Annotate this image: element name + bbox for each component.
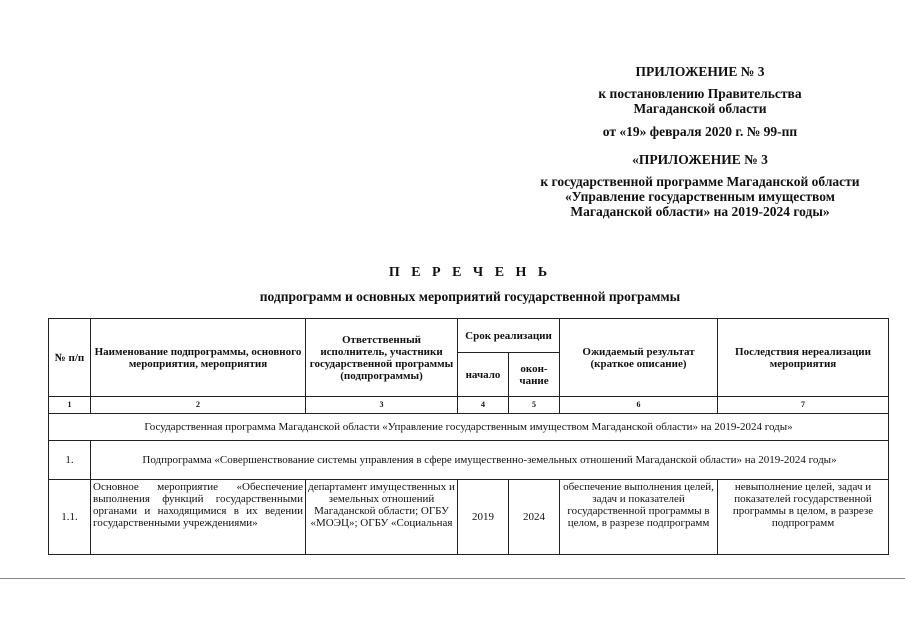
subprogram-row [49, 441, 889, 480]
col-number: 5 [509, 397, 560, 414]
col-number: 3 [306, 397, 458, 414]
header-period: Срок реализации [458, 319, 560, 353]
appendix-title: ПРИЛОЖЕНИЕ № 3 [635, 64, 765, 79]
measures-table [48, 318, 889, 555]
event-end: 2024 [509, 480, 560, 555]
header-consequence: Последствия нереализации мероприятия [718, 319, 889, 397]
resolution-date: от «19» февраля 2020 г. № 99-пп [602, 124, 798, 139]
page-edge-line [0, 578, 905, 579]
subprogram-num: 1. [49, 441, 91, 480]
program-name: Государственная программа Магаданской области «Управление государственным имуществом Магаданской области» на 2019-2024 годы» [49, 414, 889, 441]
header-result: Ожидаемый результат (краткое описание) [560, 319, 718, 397]
event-name: Основное мероприятие «Обеспечение выполнения функций государственными органами и находящимися в их ведении государственными учреждениями» [91, 480, 306, 555]
header-name: Наименование подпрограммы, основного мероприятия, мероприятия [91, 319, 306, 397]
col-number: 1 [49, 397, 91, 414]
document-title: П Е Р Е Ч Е Н Ь [388, 265, 552, 280]
col-number: 7 [718, 397, 889, 414]
event-executor: департамент имущественных и земельных отношений Магаданской области; ОГБУ «МОЭЦ»; ОГБУ «Социальная [306, 480, 458, 555]
column-numbers-row [49, 397, 889, 414]
header-start: начало [458, 353, 509, 397]
event-consequence: невыполнение целей, задач и показателей государственной программы в целом, в разрезе подпрограмм [718, 480, 889, 555]
col-number: 2 [91, 397, 306, 414]
event-row [49, 480, 889, 555]
program-appendix-title: «ПРИЛОЖЕНИЕ № 3 [632, 152, 768, 167]
resolution-reference: к постановлению Правительства Магаданской области [598, 86, 802, 116]
document-subtitle: подпрограмм и основных мероприятий государственной программы [259, 289, 681, 304]
col-number: 6 [560, 397, 718, 414]
program-row [49, 414, 889, 441]
header-end: окон-чание [509, 353, 560, 397]
col-number: 4 [458, 397, 509, 414]
subprogram-name: Подпрограмма «Совершенствование системы управления в сфере имущественно-земельных отношений Магаданской области» на 2019-2024 годы» [91, 441, 889, 480]
header-executor: Ответственный исполнитель, участники государственной программы (подпрограммы) [306, 319, 458, 397]
event-result: обеспечение выполнения целей, задач и показателей государственной программы в целом, в разрезе подпрограмм [560, 480, 718, 555]
event-start: 2019 [458, 480, 509, 555]
event-num: 1.1. [49, 480, 91, 555]
header-num: № п/п [49, 319, 91, 397]
program-reference: к государственной программе Магаданской области «Управление государственным имуществом Магаданской области» на 2019-2024 годы» [540, 174, 860, 219]
